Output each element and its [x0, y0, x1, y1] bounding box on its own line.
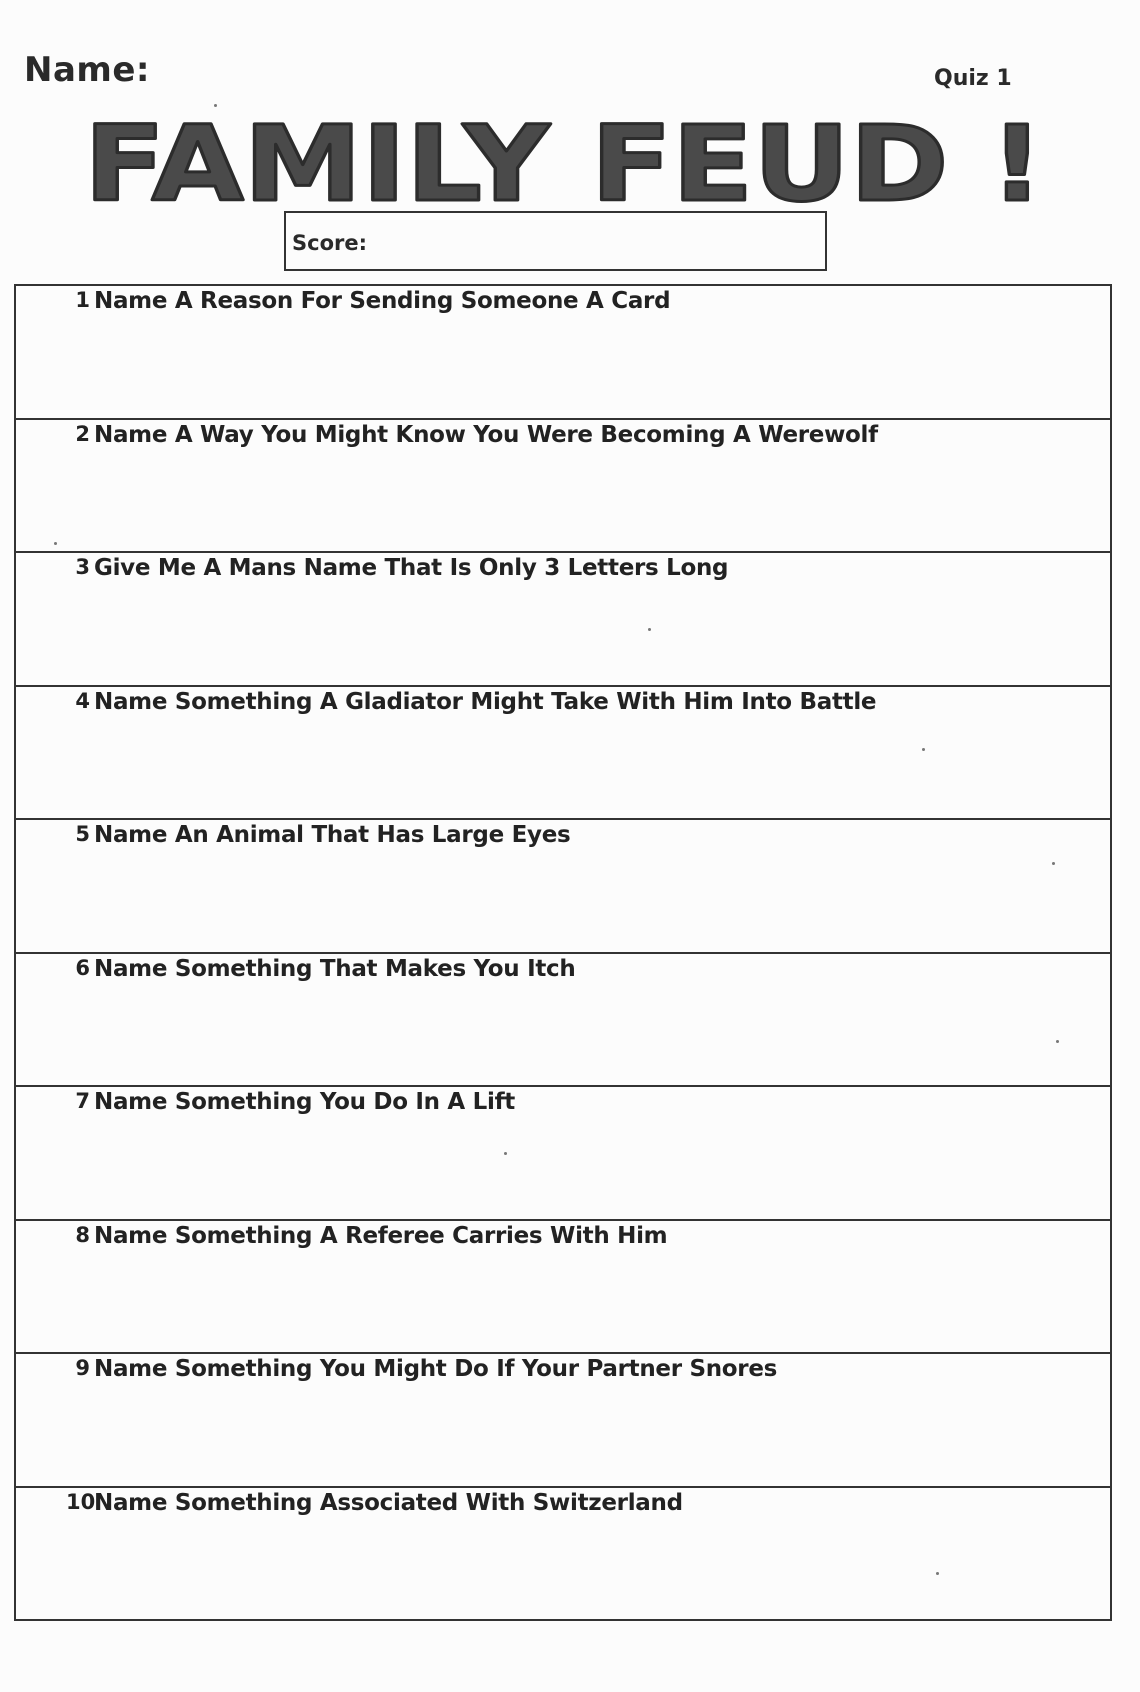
question-text: Name An Animal That Has Large Eyes: [94, 822, 571, 848]
question-text: Name Something You Do In A Lift: [94, 1089, 515, 1115]
question-text: Name Something A Referee Carries With Him: [94, 1222, 668, 1249]
question-row[interactable]: [16, 1354, 1110, 1488]
question-text: Give Me A Mans Name That Is Only 3 Letters Long: [94, 555, 729, 581]
scan-speck: [1056, 1040, 1059, 1043]
scan-speck: [922, 748, 925, 751]
name-label: Name:: [24, 50, 150, 90]
question-number: 5: [75, 822, 90, 846]
scan-speck: [214, 104, 217, 107]
scan-speck: [648, 628, 651, 631]
question-text: Name Something You Might Do If Your Partner Snores: [94, 1356, 778, 1382]
question-row[interactable]: [16, 553, 1110, 687]
question-text: Name Something That Makes You Itch: [94, 955, 576, 982]
question-row[interactable]: [16, 286, 1110, 420]
question-number: 1: [75, 288, 90, 312]
quiz-label: Quiz 1: [934, 66, 1012, 91]
scan-speck: [1052, 862, 1055, 865]
question-number: 9: [75, 1356, 90, 1380]
question-text: Name A Reason For Sending Someone A Card: [94, 288, 671, 314]
question-text: Name A Way You Might Know You Were Becoming A Werewolf: [94, 421, 878, 448]
scan-speck: [936, 1572, 939, 1575]
question-row[interactable]: [16, 1488, 1110, 1622]
question-row[interactable]: [16, 820, 1110, 954]
question-text: Name Something A Gladiator Might Take With Him Into Battle: [94, 688, 877, 715]
question-row[interactable]: [16, 954, 1110, 1088]
title-graphic: [84, 108, 1064, 218]
question-text: Name Something Associated With Switzerland: [94, 1489, 683, 1516]
questions-table: [14, 284, 1112, 1621]
question-row[interactable]: [16, 687, 1110, 821]
score-box[interactable]: [284, 211, 827, 271]
question-number: 10: [66, 1489, 96, 1514]
question-number: 7: [75, 1089, 90, 1113]
question-number: 3: [75, 555, 90, 579]
question-number: 8: [75, 1222, 90, 1247]
question-number: 2: [75, 421, 90, 446]
question-row[interactable]: [16, 1221, 1110, 1355]
score-label: Score:: [292, 231, 367, 255]
scan-speck: [54, 542, 57, 545]
scan-speck: [504, 1152, 507, 1155]
question-number: 6: [75, 955, 90, 980]
question-row[interactable]: [16, 420, 1110, 554]
title-text: FAMILY FEUD !: [84, 108, 1044, 218]
question-number: 4: [75, 688, 90, 713]
page-title: [84, 108, 1064, 218]
question-row[interactable]: [16, 1087, 1110, 1221]
